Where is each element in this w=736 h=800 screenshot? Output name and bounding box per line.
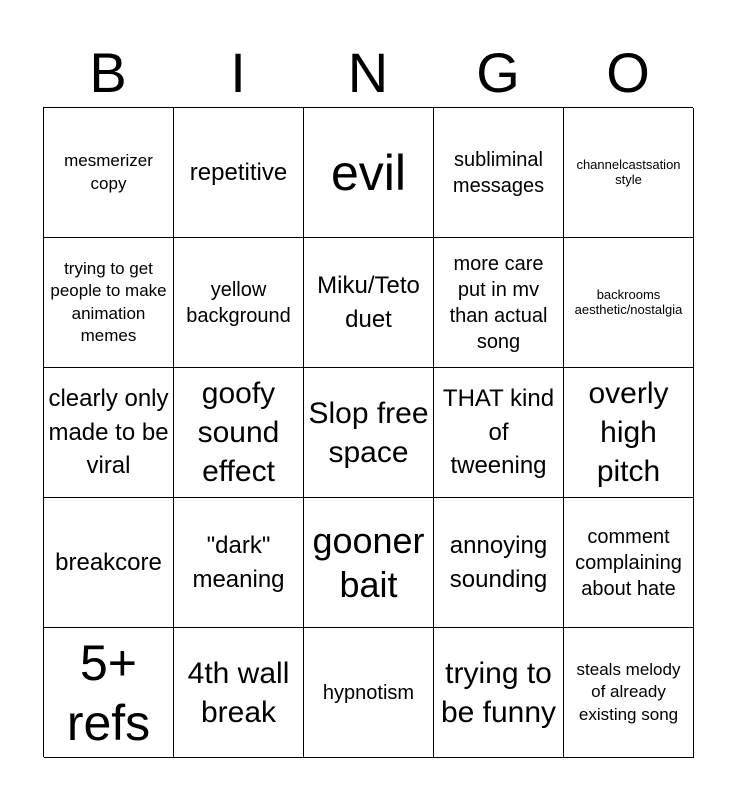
bingo-header <box>43 38 693 108</box>
header-letter-b: B <box>89 41 127 104</box>
bingo-cell[interactable]: 4th wall break <box>174 628 304 758</box>
bingo-cell[interactable]: overly high pitch <box>564 368 694 498</box>
bingo-cell[interactable]: annoying sounding <box>434 498 564 628</box>
bingo-cell[interactable]: subliminal messages <box>434 108 564 238</box>
header-letter-i: I <box>230 41 246 104</box>
bingo-cell[interactable]: THAT kind of tweening <box>434 368 564 498</box>
bingo-cell[interactable]: goofy sound effect <box>174 368 304 498</box>
bingo-cell[interactable]: trying to be funny <box>434 628 564 758</box>
bingo-cell[interactable]: hypnotism <box>304 628 434 758</box>
bingo-cell[interactable]: gooner bait <box>304 498 434 628</box>
bingo-cell[interactable]: evil <box>304 108 434 238</box>
free-space-cell[interactable]: Slop free space <box>304 368 434 498</box>
bingo-cell[interactable]: repetitive <box>174 108 304 238</box>
bingo-cell[interactable]: clearly only made to be viral <box>44 368 174 498</box>
bingo-cell[interactable]: channelcastsation style <box>564 108 694 238</box>
bingo-cell[interactable]: trying to get people to make animation memes <box>44 238 174 368</box>
header-letter-o: O <box>606 41 650 104</box>
bingo-cell[interactable]: yellow background <box>174 238 304 368</box>
header-letter-g: G <box>476 41 520 104</box>
bingo-cell[interactable]: breakcore <box>44 498 174 628</box>
bingo-cell[interactable]: "dark" meaning <box>174 498 304 628</box>
bingo-cell[interactable]: Miku/Teto duet <box>304 238 434 368</box>
bingo-grid <box>43 107 693 757</box>
bingo-cell[interactable]: backrooms aesthetic/nostalgia <box>564 238 694 368</box>
bingo-cell[interactable]: more care put in mv than actual song <box>434 238 564 368</box>
bingo-cell[interactable]: mesmerizer copy <box>44 108 174 238</box>
bingo-cell[interactable]: comment complaining about hate <box>564 498 694 628</box>
bingo-cell[interactable]: steals melody of already existing song <box>564 628 694 758</box>
bingo-cell[interactable]: 5+ refs <box>44 628 174 758</box>
header-letter-n: N <box>347 41 389 104</box>
